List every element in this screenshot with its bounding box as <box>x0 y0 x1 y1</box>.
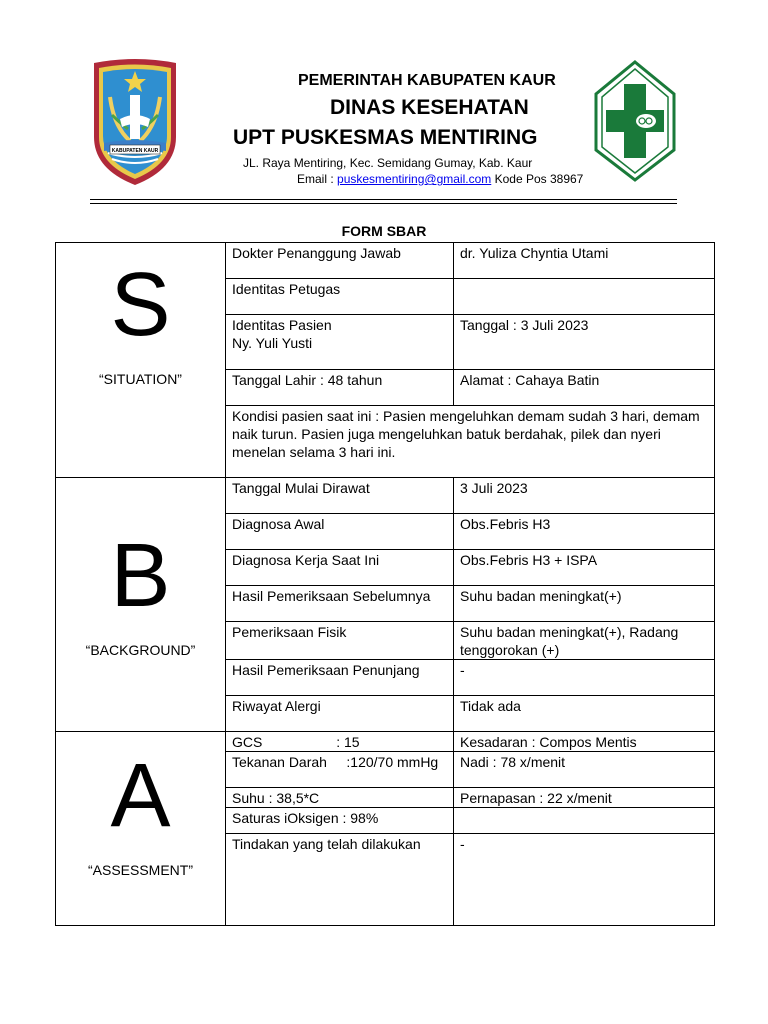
alamat: Alamat : Cahaya Batin <box>454 370 715 406</box>
diagnosa-awal-value: Obs.Febris H3 <box>454 514 715 550</box>
tanggal-value: Tanggal : 3 Juli 2023 <box>454 315 715 370</box>
assessment-word: “ASSESSMENT” <box>87 862 193 878</box>
diagnosa-kerja-label: Diagnosa Kerja Saat Ini <box>226 550 454 586</box>
penunjang-value: - <box>454 660 715 696</box>
assessment-letter: A <box>110 746 171 846</box>
diagnosa-awal-label: Diagnosa Awal <box>226 514 454 550</box>
petugas-value <box>454 279 715 315</box>
header-contact <box>297 172 583 186</box>
saturasi-oksigen: Saturas iOksigen : 98% <box>226 808 454 834</box>
saturasi-empty <box>454 808 715 834</box>
nadi: Nadi : 78 x/menit <box>454 752 715 788</box>
form-title: FORM SBAR <box>341 223 427 239</box>
header-address: JL. Raya Mentiring, Kec. Semidang Gumay, Kab. Kaur <box>243 156 533 170</box>
tekanan-darah: Tekanan Darah :120/70 mmHg <box>226 752 454 788</box>
pemeriksaan-fisik-label: Pemeriksaan Fisik <box>226 622 454 660</box>
table-row <box>56 732 715 752</box>
alergi-value: Tidak ada <box>454 696 715 732</box>
hasil-sebelumnya-label: Hasil Pemeriksaan Sebelumnya <box>226 586 454 622</box>
situation-word: “SITUATION” <box>99 371 182 387</box>
logo-ribbon-text: KABUPATEN KAUR <box>111 148 159 154</box>
background-section <box>56 478 226 732</box>
situation-letter: S <box>110 255 171 355</box>
alergi-label: Riwayat Alergi <box>226 696 454 732</box>
diagnosa-kerja-value: Obs.Febris H3 + ISPA <box>454 550 715 586</box>
situation-section <box>56 243 226 478</box>
suhu: Suhu : 38,5*C <box>226 788 454 808</box>
email-label: Email : <box>297 172 338 186</box>
hasil-sebelumnya-value: Suhu badan meningkat(+) <box>454 586 715 622</box>
header-rule-thin <box>90 203 677 204</box>
pernapasan: Pernapasan : 22 x/menit <box>454 788 715 808</box>
header-puskesmas: UPT PUSKESMAS MENTIRING <box>233 126 538 149</box>
dokter-value: dr. Yuliza Chyntia Utami <box>454 243 715 279</box>
assessment-section <box>56 732 226 926</box>
mulai-dirawat-label: Tanggal Mulai Dirawat <box>226 478 454 514</box>
pasien-cell <box>226 315 454 370</box>
header-government: PEMERINTAH KABUPATEN KAUR <box>298 72 556 89</box>
header-department: DINAS KESEHATAN <box>330 96 529 119</box>
postal-code: Kode Pos 38967 <box>491 172 584 186</box>
puskesmas-logo <box>593 60 677 182</box>
background-letter: B <box>110 526 171 626</box>
tindakan-label: Tindakan yang telah dilakukan <box>226 834 454 926</box>
kondisi-pasien: Kondisi pasien saat ini : Pasien mengeluhkan demam sudah 3 hari, demam naik turun. Pasien juga mengeluhkan batuk berdahak, pilek dan nyeri menelan selama 3 hari ini. <box>226 406 715 478</box>
table-row <box>56 478 715 514</box>
pemeriksaan-fisik-value: Suhu badan meningkat(+), Radang tenggorokan (+) <box>454 622 715 660</box>
mulai-dirawat-value: 3 Juli 2023 <box>454 478 715 514</box>
email-link[interactable]: puskesmentiring@gmail.com <box>337 172 492 186</box>
tanggal-lahir: Tanggal Lahir : 48 tahun <box>226 370 454 406</box>
table-row <box>56 243 715 279</box>
petugas-label: Identitas Petugas <box>226 279 454 315</box>
sbar-table <box>55 242 715 926</box>
pasien-name: Ny. Yuli Yusti <box>232 335 313 351</box>
kesadaran: Kesadaran : Compos Mentis <box>454 732 715 752</box>
background-word: “BACKGROUND” <box>85 642 196 658</box>
tindakan-value: - <box>454 834 715 926</box>
header-rule-thick <box>90 199 677 200</box>
penunjang-label: Hasil Pemeriksaan Penunjang <box>226 660 454 696</box>
pasien-label: Identitas Pasien <box>232 317 332 333</box>
kabupaten-kaur-logo <box>90 57 180 187</box>
gcs: GCS : 15 <box>226 732 454 752</box>
dokter-label: Dokter Penanggung Jawab <box>226 243 454 279</box>
